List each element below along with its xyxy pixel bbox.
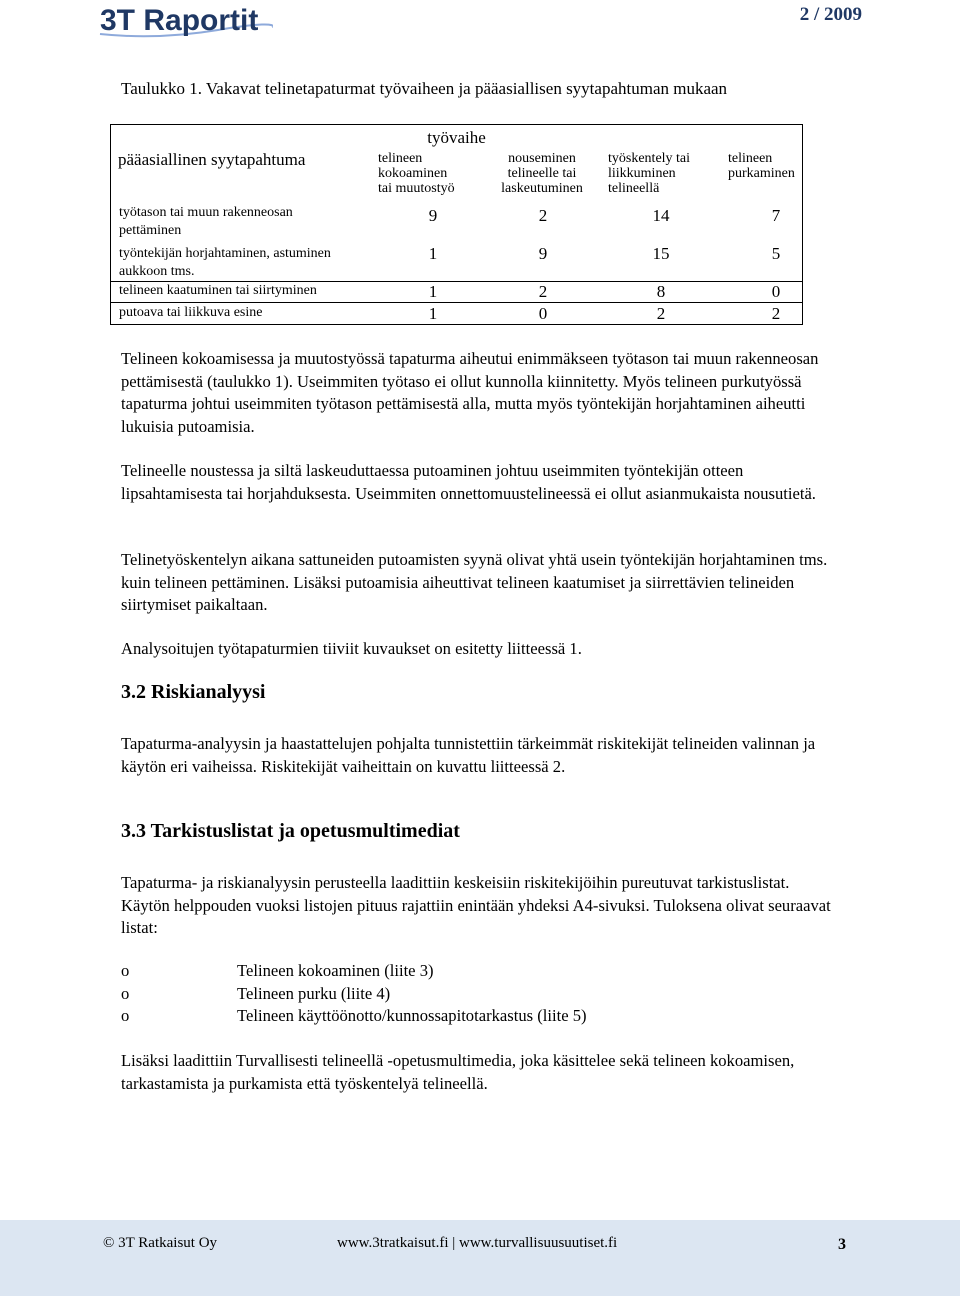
table-cell: 0 xyxy=(771,282,781,301)
row-header: pääasiallinen syytapahtuma xyxy=(118,150,306,169)
paragraph: Tapaturma- ja riskianalyysin perusteella laadittiin keskeisiin riskitekijöihin pureutuvat tarkistuslistat. Käytön helppouden vuoksi listojen pituus rajattiin enintään yhdeksi A4-sivuksi. Tuloksena olivat seuraavat listat: xyxy=(121,873,831,938)
column-header: telineen purkaminen xyxy=(728,151,795,181)
logo-text: 3T Raportit xyxy=(100,4,259,37)
table-cell: 8 xyxy=(656,282,666,301)
table-caption: Taulukko 1. Vakavat telinetapaturmat työvaiheen ja pääasiallisen syytapahtuman mukaan xyxy=(121,79,728,98)
table-cell: 9 xyxy=(538,244,548,263)
list-item: o Telineen käyttöönotto/kunnossapitotarkastus (liite 5) xyxy=(121,1006,587,1025)
table-cell: 1 xyxy=(428,282,438,301)
table-cell: 15 xyxy=(652,244,670,263)
paragraph: Telinetyöskentelyn aikana sattuneiden putoamisten syynä olivat yhtä usein työntekijän horjahtaminen tms. kuin telineen pettäminen. Lisäksi putoamisia aiheuttivat telineen kaatumiset ja siirrettävien telineiden siirtymiset paikaltaan. xyxy=(121,550,828,615)
table-cell: 7 xyxy=(771,206,781,225)
paragraph: Tapaturma-analyysin ja haastattelujen pohjalta tunnistettiin tärkeimmät riskitekijät telineiden valinnan ja käytön eri vaiheissa. Riskitekijät vaiheittain on kuvattu liitteessä 2. xyxy=(121,734,816,776)
group-header: työvaihe xyxy=(427,128,486,147)
page-number: 3 xyxy=(838,1236,846,1253)
table-cell: 5 xyxy=(771,244,781,263)
table-border-top xyxy=(110,124,803,125)
logo xyxy=(98,0,273,44)
page-footer xyxy=(0,1220,960,1296)
paragraph: Telineen kokoamisessa ja muutostyössä tapaturma aiheutui enimmäkseen työtason tai muun rakenneosan pettämisestä (taulukko 1). Useimmiten työtaso ei ollut kunnolla kiinnitetty. Myös telineen purkutyössä tapaturma johtui useimmiten työtason pettämisestä alla, mutta myös työntekijän horjahtaminen aiheutti lukuisia putoamisia. xyxy=(121,349,819,437)
footer-company: © 3T Ratkaisut Oy xyxy=(103,1235,218,1251)
table-cell: 9 xyxy=(428,206,438,225)
footer-links[interactable]: www.3tratkaisut.fi | www.turvallisuusuutiset.fi xyxy=(337,1235,618,1251)
paragraph: Analysoitujen työtapaturmien tiiviit kuvaukset on esitetty liitteessä 1. xyxy=(121,639,582,658)
list-bullet: o xyxy=(121,984,130,1003)
table-cell: 0 xyxy=(538,304,548,323)
table-border-bottom xyxy=(110,324,803,325)
column-header: telineen kokoaminen tai muutostyö xyxy=(378,151,455,196)
issue-number: 2 / 2009 xyxy=(799,4,862,25)
table-cell: 14 xyxy=(652,206,670,225)
list-bullet: o xyxy=(121,961,130,980)
table-border-left xyxy=(110,124,111,325)
list-bullet: o xyxy=(121,1006,130,1025)
logo-graphic xyxy=(98,0,273,42)
section-heading: 3.3 Tarkistuslistat ja opetusmultimediat xyxy=(121,820,460,842)
table-cell: 2 xyxy=(538,282,548,301)
row-label: telineen kaatuminen tai siirtyminen xyxy=(119,283,317,298)
list-item: o Telineen kokoaminen (liite 3) xyxy=(121,961,434,980)
list-item: o Telineen purku (liite 4) xyxy=(121,984,391,1003)
row-label: putoava tai liikkuva esine xyxy=(119,305,263,320)
table-cell: 2 xyxy=(656,304,666,323)
column-header: työskentely tai liikkuminen telineellä xyxy=(608,151,691,196)
table-cell: 1 xyxy=(428,304,438,323)
row-label: työtason tai muun rakenneosan pettäminen xyxy=(119,205,293,238)
paragraph: Telineelle noustessa ja siltä laskeuduttaessa putoaminen johtuu useimmiten työntekijän otteen lipsahtamisesta tai horjahduksesta. Useimmiten onnettomuustelineessä ei ollut asianmukaista nousutietä. xyxy=(121,461,816,503)
table-cell: 1 xyxy=(428,244,438,263)
table-cell: 2 xyxy=(538,206,548,225)
column-header: nouseminen telineelle tai laskeutuminen xyxy=(501,151,583,196)
row-label: työntekijän horjahtaminen, astuminen aukkoon tms. xyxy=(119,246,331,279)
section-heading: 3.2 Riskianalyysi xyxy=(121,681,266,703)
paragraph: Lisäksi laadittiin Turvallisesti telineellä -opetusmultimedia, joka käsittelee sekä telineen kokoamisen, tarkastamista ja purkamista että työskentelyä telineellä. xyxy=(121,1051,795,1093)
table-cell: 2 xyxy=(771,304,781,323)
table-rule xyxy=(110,302,803,303)
accident-table xyxy=(110,124,803,325)
